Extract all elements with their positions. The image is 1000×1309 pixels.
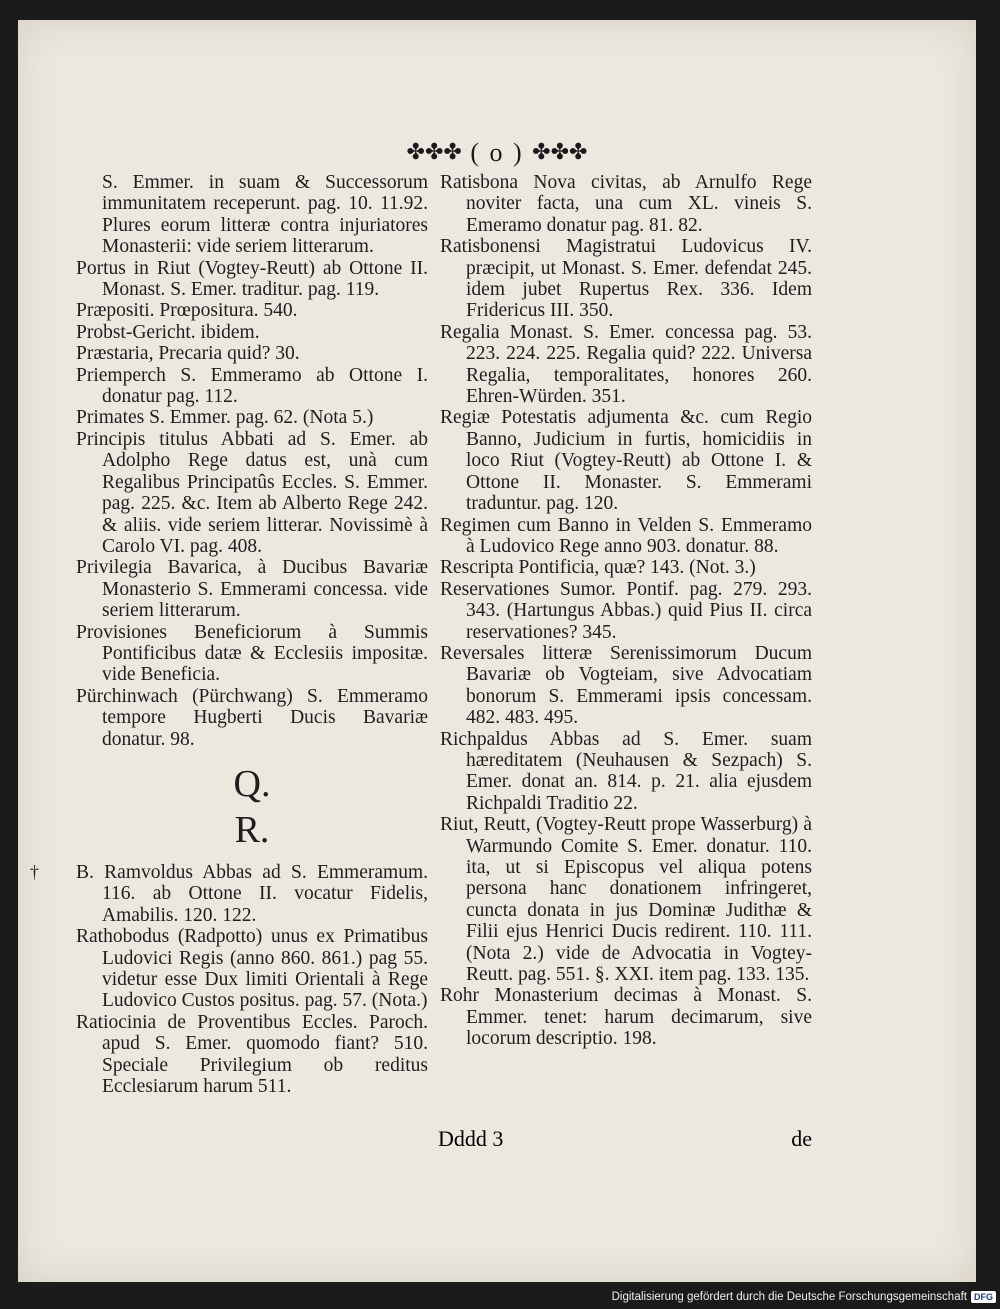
- index-entry: Primates S. Emmer. pag. 62. (Nota 5.): [76, 407, 374, 429]
- signature-mark: Dddd 3: [438, 1126, 504, 1151]
- page-header: [18, 138, 976, 168]
- index-entry: Ratisbona Nova civitas, ab Arnulfo Rege noviter facta, una cum XL. vineis S. Emeramo donatur pag. 81. 82.: [440, 172, 812, 236]
- page-mark: ( o ): [470, 138, 524, 167]
- index-entry: Priemperch S. Emmeramo ab Ottone I. donatur pag. 112.: [76, 364, 428, 408]
- right-column: [440, 172, 812, 1050]
- section-letter: R.: [234, 808, 270, 851]
- section-letter: Q.: [233, 762, 271, 805]
- ornament-right-icon: ✤✤✤: [532, 139, 588, 164]
- left-column: [30, 172, 428, 1098]
- book-page: [18, 20, 976, 1282]
- index-entry: Portus in Riut (Vogtey-Reutt) ab Ottone II. Monast. S. Emer. traditur. pag. 119.: [76, 257, 428, 301]
- index-entry: Regalia Monast. S. Emer. concessa pag. 53. 223. 224. 225. Regalia quid? 222. Universa Regalia, temporalitates, honores 260. Ehren-Würden. 351.: [440, 321, 812, 408]
- index-entry: Reservationes Sumor. Pontif. pag. 279. 293. 343. (Hartungus Abbas.) quid Pius II. circa reservationes? 345.: [440, 578, 812, 643]
- index-entry: Richpaldus Abbas ad S. Emer. suam hæreditatem (Neuhausen & Sezpach) S. Emer. donat an. 814. p. 21. alia ejusdem Richpaldi Traditio 22.: [440, 728, 812, 814]
- index-entry: † B. Ramvoldus Abbas ad S. Emmeramum. 116. ab Ottone II. vocatur Fidelis, Amabilis. 120. 122.: [30, 861, 428, 926]
- index-entry: Privilegia Bavarica, à Ducibus Bavariæ Monasterio S. Emmerami concessa. vide seriem litterarum.: [76, 557, 428, 622]
- index-entry: Pürchinwach (Pürchwang) S. Emmeramo tempore Hugberti Ducis Bavariæ donatur. 98.: [76, 685, 428, 750]
- index-entry: Provisiones Beneficiorum à Summis Pontificibus datæ & Ecclesiis impositæ. vide Beneficia.: [76, 621, 428, 686]
- index-entry: Rohr Monasterium decimas à Monast. S. Emmer. tenet: harum decimarum, sive locorum descriptio. 198.: [440, 985, 812, 1050]
- index-entry: Ratisbonensi Magistratui Ludovicus IV. præcipit, ut Monast. S. Emer. defendat 245. idem jubet Rupertus Rex. 336. Idem Fridericus III. 350.: [440, 236, 812, 322]
- index-entry: Probst-Gericht. ibidem.: [76, 321, 260, 343]
- index-entry: Rescripta Pontificia, quæ? 143. (Not. 3.): [440, 557, 756, 579]
- index-entry: Riut, Reutt, (Vogtey-Reutt prope Wasserburg) à Warmundo Comite S. Emer. donatur. 110. ita, ut si Episcopus vel aliqua potens persona hanc donationem infringeret, cuncta donata in jus Dominæ Judithæ & Filii ejus Henrici Ducis redirent. 110. 111. (Nota 2.) vide de Advocatia in Vogtey-Reutt. pag. 551. §. XXI. item pag. 133. 135.: [440, 814, 812, 986]
- index-entry: Regiæ Potestatis adjumenta &c. cum Regio Banno, Judicium in furtis, homicidiis in loco Riut (Vogtey-Reutt) ab Ottone I. & Ottone II. Monaster. S. Emmerami traduntur. pag. 120.: [440, 407, 812, 515]
- index-entry: Reversales litteræ Serenissimorum Ducum Bavariæ ob Vogteiam, sive Advocatiam bonorum S. Emmerami ipsis concessam. 482. 483. 495.: [440, 642, 812, 729]
- index-entry: Principis titulus Abbati ad S. Emer. ab Adolpho Rege datus est, unà cum Regalibus Principatûs Eccles. S. Emmer. pag. 225. &c. Item ab Alberto Rege 242. & aliis. vide seriem litterar. Novissimè à Carolo VI. pag. 408.: [76, 428, 428, 557]
- index-entry: Præstaria, Precaria quid? 30.: [76, 343, 300, 365]
- index-entry: S. Emmer. in suam & Successorum immunitatem receperunt. pag. 10. 11.92. Plures eorum litteræ contra injuriatores Monasterii: vide seriem litterarum.: [102, 172, 428, 258]
- index-entry: Rathobodus (Radpotto) unus ex Primatibus Ludovici Regis (anno 860. 861.) pag 55. videtur esse Dux limiti Orientali à Rege Ludovico Custos positus. pag. 57. (Nota.): [76, 926, 428, 1012]
- index-entry: Ratiocinia de Proventibus Eccles. Paroch. apud S. Emer. quomodo fiant? 510. Speciale Privilegium ob reditus Ecclesiarum harum 511.: [76, 1011, 428, 1098]
- attribution-bar: [612, 1291, 996, 1303]
- index-entry: Præpositi. Prœpositura. 540.: [76, 300, 298, 322]
- index-entry: Regimen cum Banno in Velden S. Emmeramo à Ludovico Rege anno 903. donatur. 88.: [440, 514, 812, 557]
- ornament-left-icon: ✤✤✤: [406, 139, 462, 164]
- catchword: de: [791, 1126, 812, 1151]
- attribution-text: Digitalisierung gefördert durch die Deutsche Forschungsgemeinschaft: [611, 1291, 967, 1303]
- dfg-logo-icon: DFG: [971, 1291, 996, 1303]
